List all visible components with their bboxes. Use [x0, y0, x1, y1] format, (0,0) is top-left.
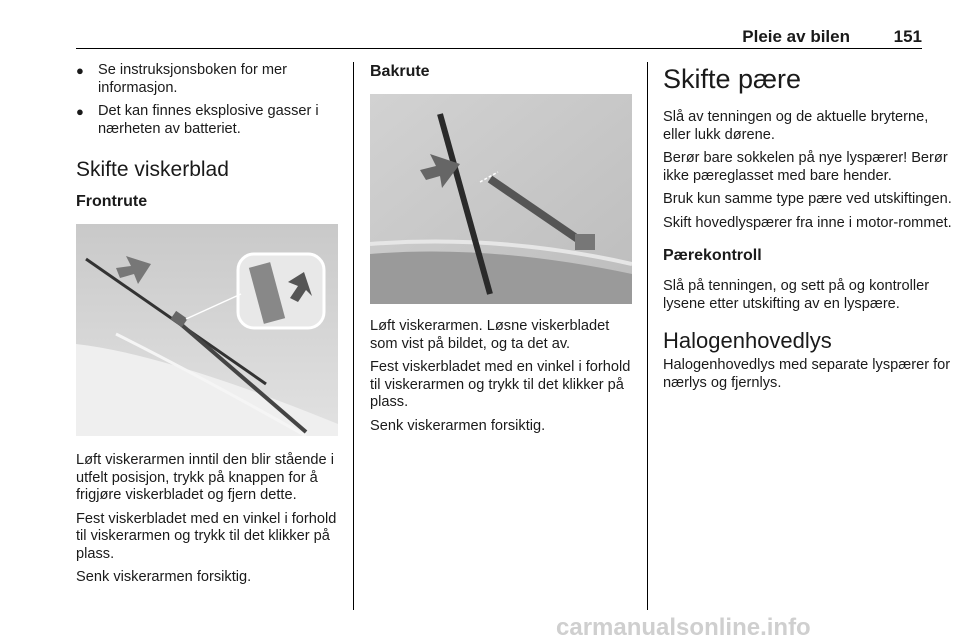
subsection-heading: Pærekontroll — [663, 247, 762, 264]
paragraph: Bruk kun samme type pære ved utskiftingen. — [663, 191, 952, 207]
paragraph: Slå på tenningen, og sett på og kontroller lysene etter utskifting av en lyspære. — [663, 278, 930, 312]
section-heading: Halogenhovedlys — [663, 328, 832, 353]
page-title: Pleie av bilen — [742, 27, 850, 46]
paragraph: Skift hovedlyspærer fra inne i motor-rommet. — [663, 214, 952, 231]
subsection-heading: Frontrute — [76, 193, 148, 210]
paragraph: Senk viskerarmen forsiktig. — [76, 569, 252, 585]
column-left — [76, 62, 342, 593]
paragraph: Halogenhovedlys med separate lyspærer for nærlys og fjernlys. — [663, 357, 951, 391]
paragraph: Fest viskerbladet med en vinkel i forhold til viskerarmen og trykk til det klikker på plass. — [76, 510, 337, 562]
column-divider — [353, 62, 354, 610]
paragraph: Slå av tenningen og de aktuelle bryterne, eller lukk dørene. — [663, 109, 929, 143]
section-heading: Skifte viskerblad — [76, 158, 229, 181]
page-number: 151 — [893, 27, 922, 46]
paragraph: Fest viskerbladet med en vinkel i forhold til viskerarmen og trykk til det klikker på plass. — [370, 359, 631, 410]
column-middle — [370, 62, 634, 441]
column-right — [663, 63, 953, 398]
paragraph: Senk viskerarmen forsiktig. — [370, 417, 546, 434]
paragraph: Løft viskerarmen. Løsne viskerbladet som vist på bildet, og ta det av. — [370, 318, 610, 352]
paragraph: Berør bare sokkelen på nye lyspærer! Berør ikke pæreglasset med bare hender. — [663, 150, 948, 184]
front-wiper-illustration — [76, 224, 338, 436]
rear-wiper-illustration — [370, 94, 632, 304]
paragraph: Løft viskerarmen inntil den blir stående i utfelt posisjon, trykk på knappen for å frigjøre viskerbladet og fjern dette. — [76, 452, 334, 503]
list-item: ● Det kan finnes eksplosive gasser i nærheten av batteriet. — [76, 103, 342, 138]
section-heading: Skifte pære — [663, 64, 802, 94]
list-item: ● Se instruksjonsboken for mer informasjon. — [76, 62, 342, 97]
page-header — [76, 22, 922, 49]
subsection-heading: Bakrute — [370, 63, 430, 80]
watermark: carmanualsonline.info — [556, 614, 811, 641]
column-divider — [647, 62, 648, 610]
warning-list — [76, 62, 342, 138]
